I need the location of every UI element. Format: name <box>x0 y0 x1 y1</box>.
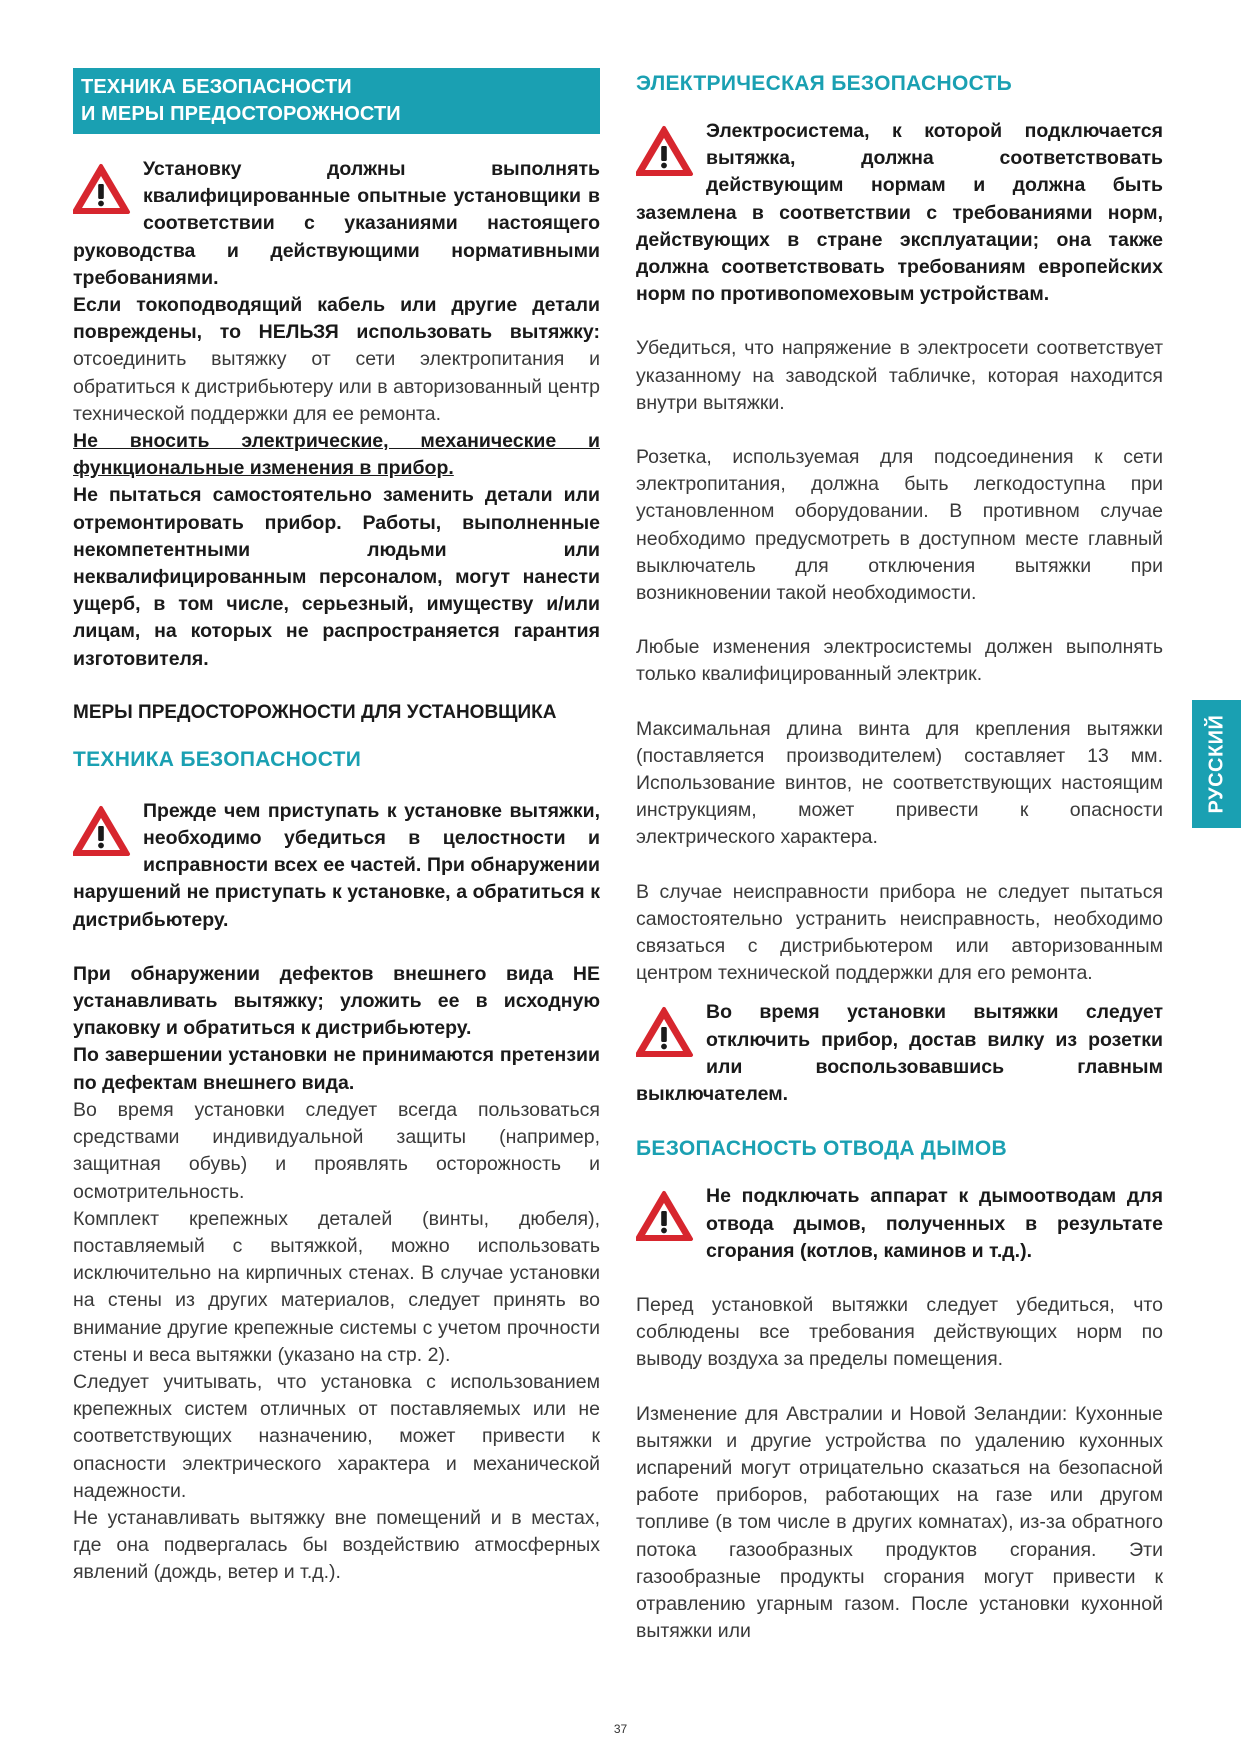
safety-banner <box>73 68 600 134</box>
banner-line-2: И МЕРЫ ПРЕДОСТОРОЖНОСТИ <box>81 103 401 125</box>
language-tab-label: РУССКИЙ <box>1205 714 1227 814</box>
paragraph-electrician: Любые изменения электросистемы должен выполнять только квалифицированный электрик. <box>636 636 1163 686</box>
paragraph-air-exhaust: Перед установкой вытяжки следует убедиться, что соблюдены все требования действующих норм по выводу воздуха за пределы помещения. <box>636 1293 1163 1371</box>
damaged-cable-normal: отсоединить вытяжку от сети электропитания и обратиться к дистрибьютеру или в авторизованный центр технической поддержки для ее ремонта. <box>73 348 600 425</box>
page-number: 37 <box>613 1722 628 1736</box>
paragraph-no-changes: Не вносить электрические, механические и функциональные изменения в прибор. <box>73 430 600 480</box>
fume-safety-title: БЕЗОПАСНОСТЬ ОТВОДА ДЫМОВ <box>636 1137 1007 1161</box>
warning-text-check-parts: Прежде чем приступать к установке вытяжки, необходимо убедиться в целостности и исправности всех ее частей. При обнаружении нарушений не приступать к установке, а обратиться к дистрибьютеру. <box>73 799 600 931</box>
warning-text-electrical: Электросистема, к которой подключается вытяжка, должна соответствовать действующим нормам и должна быть заземлена в соответствии с требованиями норм, действующих в стране эксплуатации; она также должна соответствовать требованиям европейских норм по противопомеховым устройствам. <box>636 120 1163 306</box>
paragraph-claims: По завершении установки не принимаются претензии по дефектам внешнего вида. <box>73 1044 600 1094</box>
warning-block-disconnect <box>636 999 1163 1108</box>
paragraph-other-systems: Следует учитывать, что установка с использованием крепежных систем отличных от поставляемых или не соответствующих назначению, может привести к опасности электрического характера и механической надежности. <box>73 1370 600 1502</box>
warning-triangle-icon <box>636 1005 694 1059</box>
paragraph-malfunction: В случае неисправности прибора не следует пытаться самостоятельно устранить неисправность, необходимо связаться с дистрибьютером или авторизованным центром технической поддержки для его ремонта. <box>636 880 1163 985</box>
paragraph-defects: При обнаружении дефектов внешнего вида НЕ устанавливать вытяжку; уложить ее в исходную упаковку и обратиться к дистрибьютеру. <box>73 962 600 1040</box>
paragraph-protection: Во время установки следует всегда пользоваться средствами индивидуальной защиты (например, защитная обувь) и проявлять осторожность и осмотрительность. <box>73 1098 600 1203</box>
banner-line-1: ТЕХНИКА БЕЗОПАСНОСТИ <box>81 76 352 98</box>
warning-triangle-icon <box>73 162 131 216</box>
paragraph-screw-length: Максимальная длина винта для крепления вытяжки (поставляется производителем) составляет 13 мм. Использование винтов, не соответствующих настоящим инструкциям, может привести к опасности электрического характера. <box>636 717 1163 849</box>
warning-triangle-icon <box>636 124 694 178</box>
warning-block-installers <box>73 156 600 292</box>
paragraph-fasteners: Комплект крепежных деталей (винты, дюбеля), поставляемый с вытяжкой, можно использовать исключительно на кирпичных стенах. В случае установки на стены из других материалов, следует принять во внимание другие крепежные системы с учетом прочности стены и веса вытяжки (указано на стр. 2). <box>73 1207 600 1366</box>
warning-triangle-icon <box>636 1189 694 1243</box>
paragraph-no-repair: Не пытаться самостоятельно заменить детали или отремонтировать прибор. Работы, выполненные некомпетентными людьми или неквалифицированным персоналом, могут нанести ущерб, в том числе, серьезный, имуществу и/или лицам, на которых не распространяется гарантия изготовителя. <box>73 484 600 670</box>
language-tab <box>1192 700 1241 828</box>
warning-block-flue <box>636 1183 1163 1265</box>
warning-block-check-parts <box>73 798 600 934</box>
paragraph-australia: Изменение для Австралии и Новой Зеландии: Кухонные вытяжки и другие устройства по удалению кухонных испарений могут отрицательно сказаться на безопасной работе приборов, работающих на газе или другом топливе (в том числе в других комнатах), из-за обратного потока газообразных продуктов сгорания. Эти газообразные продукты сгорания могут привести к отравлению угарным газом. После установки кухонной вытяжки или <box>636 1402 1163 1643</box>
damaged-cable-bold: Если токоподводящий кабель или другие детали повреждены, то НЕЛЬЗЯ использовать вытяжку: <box>73 294 600 344</box>
paragraph-voltage: Убедиться, что напряжение в электросети соответствует указанному на заводской табличке, которая находится внутри вытяжки. <box>636 337 1163 414</box>
paragraph-socket: Розетка, используемая для подсоединения к сети электропитания, должна быть легкодоступна при установленном оборудовании. В противном случае необходимо предусмотреть в доступном месте главный выключатель для отключения вытяжки при возникновении такой необходимости. <box>636 446 1163 605</box>
paragraph-outdoors: Не устанавливать вытяжку вне помещений и в местах, где она подвергалась бы воздействию атмосферных явлений (дождь, ветер и т.д.). <box>73 1506 600 1584</box>
warning-text-installers: Установку должны выполнять квалифицированные опытные установщики в соответствии с указаниями настоящего руководства и действующими нормативными требованиями. <box>73 158 600 289</box>
warning-text-disconnect: Во время установки вытяжки следует отключить прибор, достав вилку из розетки или воспользовавшись главным выключателем. <box>636 1001 1163 1106</box>
safety-section-title: ТЕХНИКА БЕЗОПАСНОСТИ <box>73 747 362 771</box>
installer-precautions-heading: МЕРЫ ПРЕДОСТОРОЖНОСТИ ДЛЯ УСТАНОВЩИКА <box>73 701 557 723</box>
warning-block-electrical <box>636 118 1163 308</box>
paragraph-damaged-cable <box>73 292 600 428</box>
warning-triangle-icon <box>73 804 131 858</box>
warning-text-flue: Не подключать аппарат к дымоотводам для отвода дымов, полученных в результате сгорания (котлов, каминов и т.д.). <box>706 1185 1163 1262</box>
left-column <box>73 68 600 1587</box>
right-column <box>636 68 1163 1645</box>
electrical-safety-title: ЭЛЕКТРИЧЕСКАЯ БЕЗОПАСНОСТЬ <box>636 72 1013 95</box>
